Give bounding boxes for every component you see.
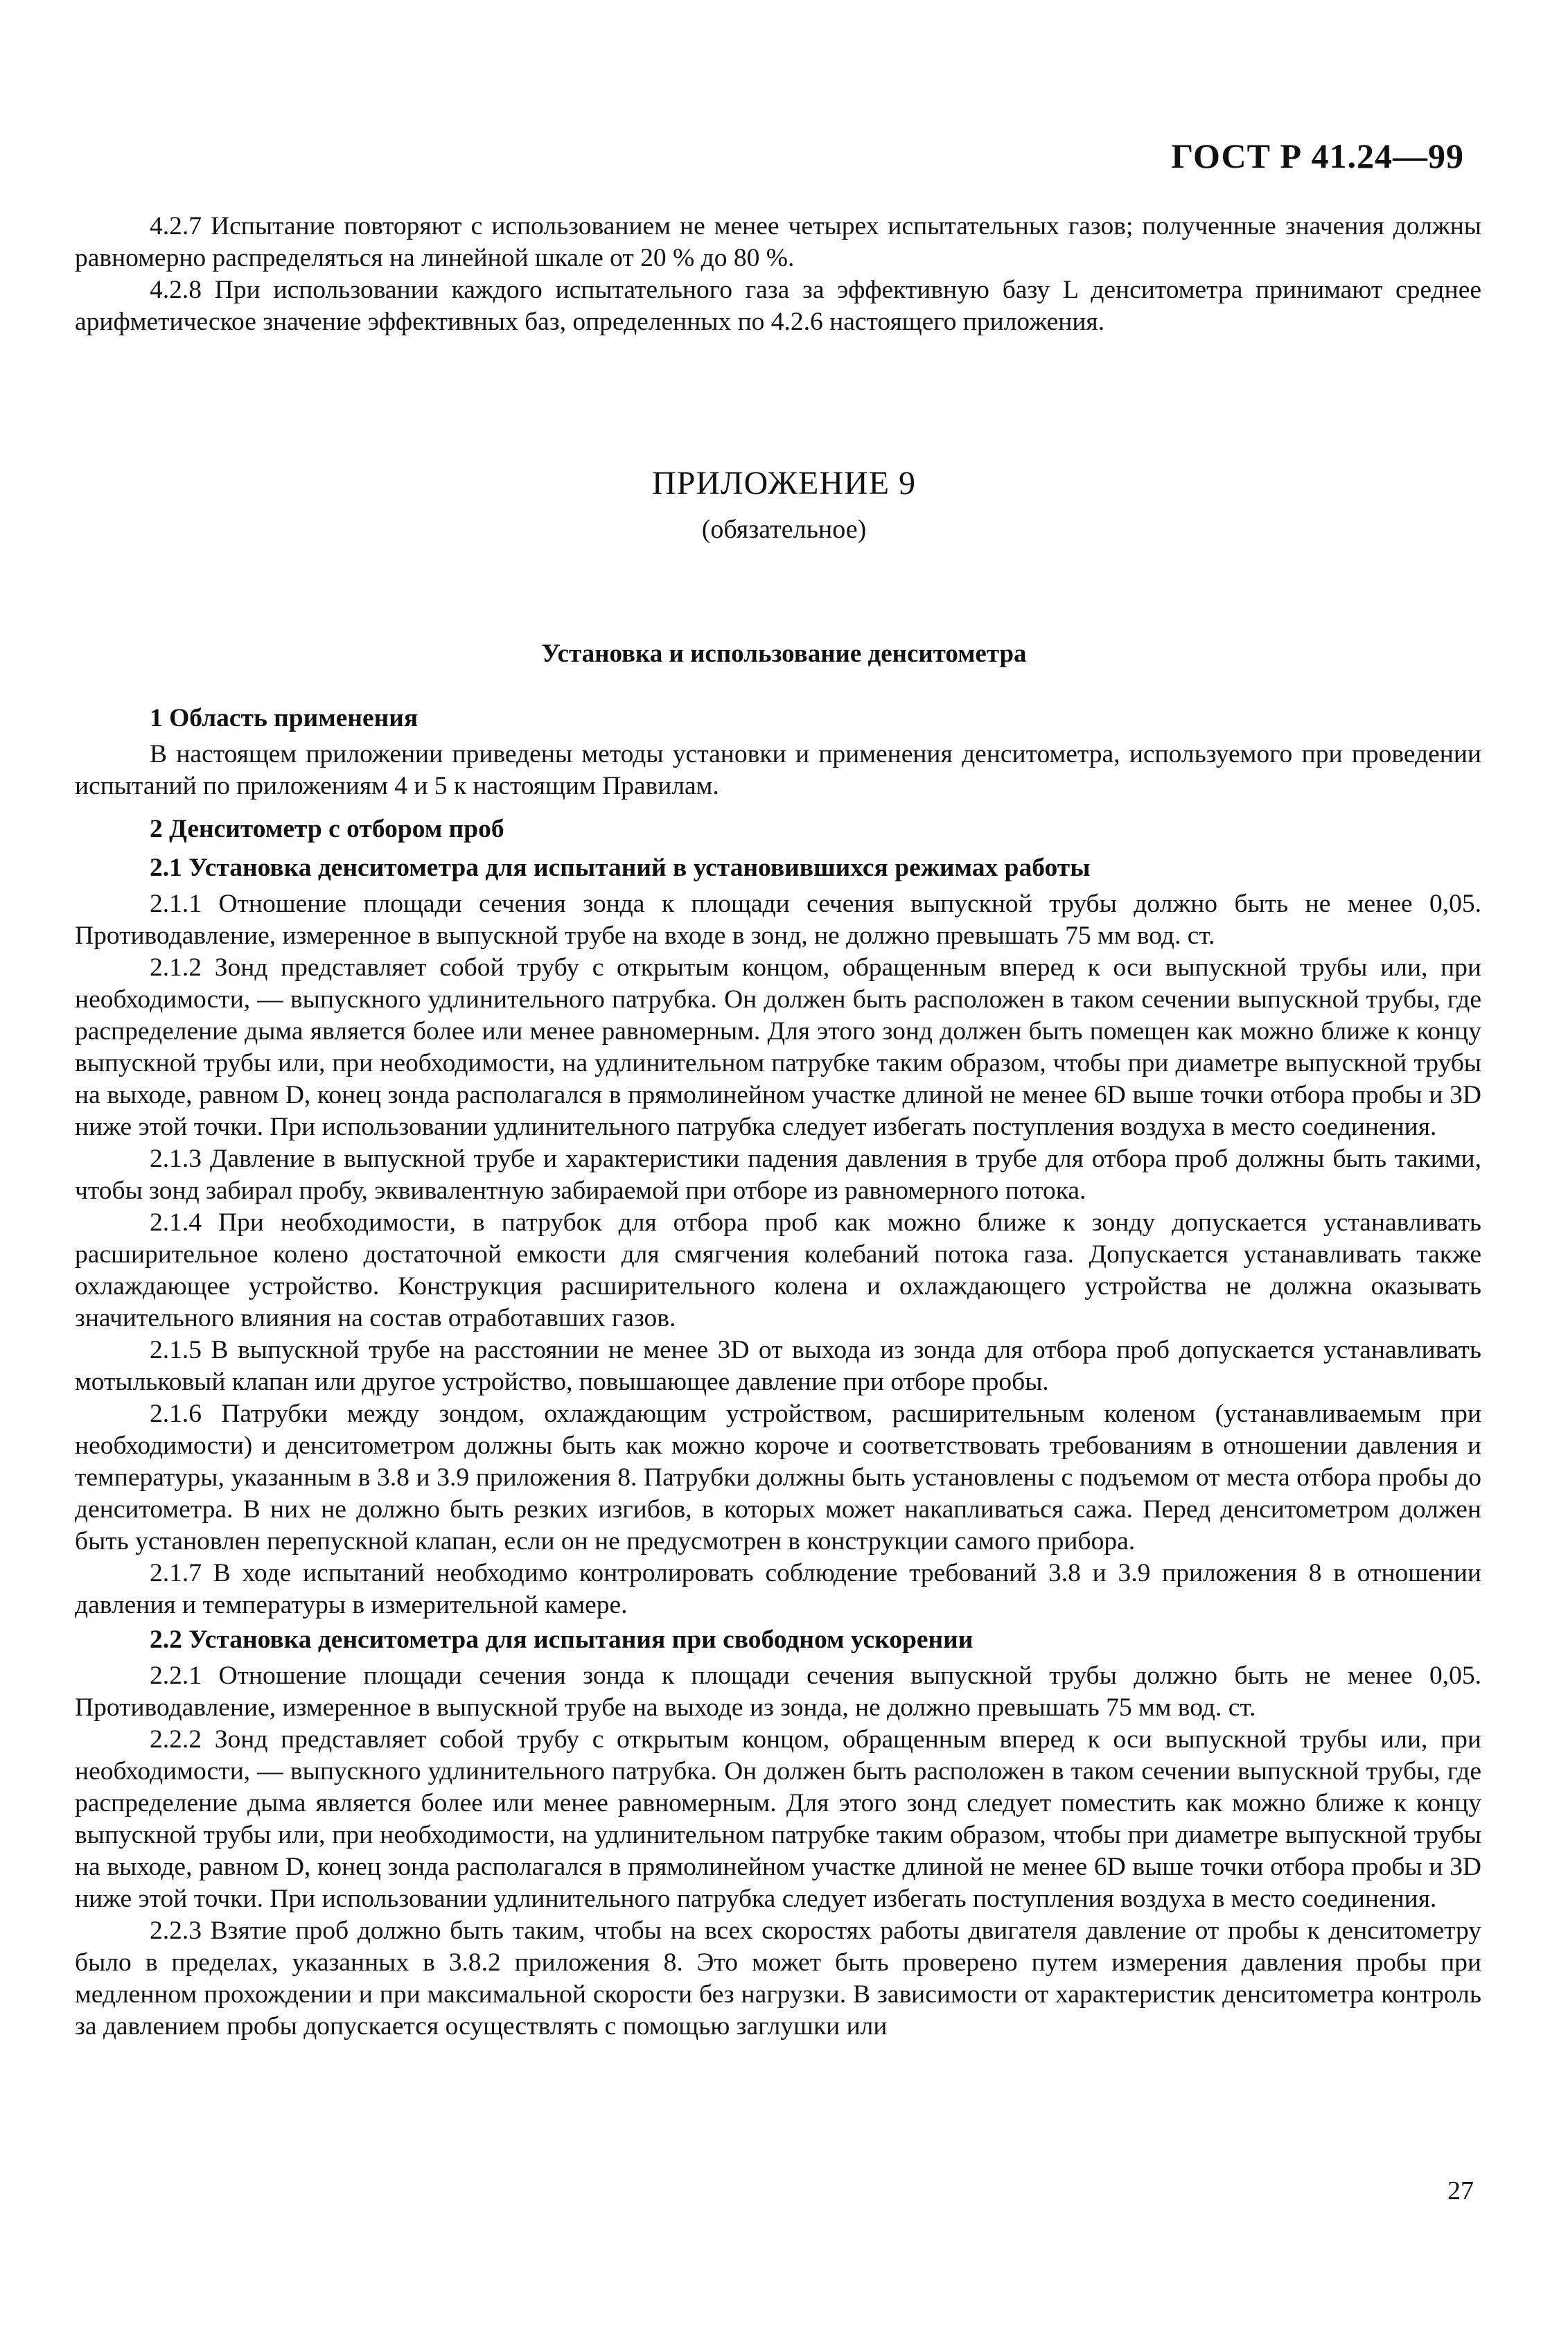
paragraph-2-2-1: 2.2.1 Отношение площади сечения зонда к площади сечения выпускной трубы должно быть не менее 0,05. Противодавление, измеренное в выпускной трубе на выходе из зонда, не должно превышать 75 мм вод. ст. <box>75 1662 1481 1722</box>
paragraph-4-2-7: 4.2.7 Испытание повторяют с использованием не менее четырех испытательных газов; полученные значения должны равномерно распределяться на линейной шкале от 20 % до 80 %. <box>75 212 1481 272</box>
main-body <box>75 696 1481 2043</box>
intro-block <box>75 211 1481 338</box>
standard-header: ГОСТ Р 41.24—99 <box>1171 136 1464 175</box>
page-number: 27 <box>1447 2176 1474 2205</box>
subsection-2-1-heading: 2.1 Установка денситометра для испытаний в установившихся режимах работы <box>150 854 1091 882</box>
appendix-subtitle: (обязательное) <box>701 515 867 544</box>
paragraph-2-1-5: 2.1.5 В выпускной трубе на расстоянии не менее 3D от выхода из зонда для отбора проб допускается устанавливать мотыльковый клапан или другое устройство, повышающее давление при отборе пробы. <box>75 1336 1481 1396</box>
section-1-heading: 1 Область применения <box>150 704 419 732</box>
paragraph-2-1-2: 2.1.2 Зонд представляет собой трубу с открытым концом, обращенным вперед к оси выпускной трубы или, при необходимости, — выпускного удлинительного патрубка. Он должен быть расположен в таком сечении выпускной трубы, где распределение дыма является более или менее равномерным. Для этого зонд должен быть помещен как можно ближе к концу выпускной трубы или, при необходимости, на удлинительном патрубке таким образом, чтобы при диаметре выпускной трубы на выходе, равном D, конец зонда располагался в прямолинейном участке длиной не менее 6D выше точки отбора пробы и 3D ниже этой точки. При использовании удлинительного патрубка следует избегать поступления воздуха в место соединения. <box>75 953 1481 1141</box>
paragraph-2-1-3: 2.1.3 Давление в выпускной трубе и характеристики падения давления в трубе для отбора проб должны быть такими, чтобы зонд забирал пробу, эквивалентную забираемой при отборе из равномерного потока. <box>75 1145 1481 1205</box>
paragraph-2-1-7: 2.1.7 В ходе испытаний необходимо контролировать соблюдение требований 3.8 и 3.9 приложения 8 в отношении давления и температуры в измерительной камере. <box>75 1559 1481 1619</box>
section-1-text: В настоящем приложении приведены методы установки и применения денситометра, используемого при проведении испытаний по приложениям 4 и 5 к настоящим Правилам. <box>75 740 1481 800</box>
paragraph-4-2-8: 4.2.8 При использовании каждого испытательного газа за эффективную базу L денситометра принимают среднее арифметическое значение эффективных баз, определенных по 4.2.6 настоящего приложения. <box>75 276 1481 336</box>
paragraph-2-2-3: 2.2.3 Взятие проб должно быть таким, чтобы на всех скоростях работы двигателя давление от пробы к денситометру было в пределах, указанных в 3.8.2 приложения 8. Это может быть проверено путем измерения давления пробы при медленном прохождении и при максимальной скорости без нагрузки. В зависимости от характеристик денситометра контроль за давлением пробы допускается осуществлять с помощью заглушки или <box>75 1917 1481 2041</box>
paragraph-2-2-2: 2.2.2 Зонд представляет собой трубу с открытым концом, обращенным вперед к оси выпускной трубы или, при необходимости, — выпускного удлинительного патрубка. Он должен быть расположен в таком сечении выпускной трубы, где распределение дыма является более или менее равномерным. Для этого зонд следует поместить как можно ближе к концу выпускной трубы или, при необходимости, на удлинительном патрубке таким образом, чтобы при диаметре выпускной трубы на выходе, равном D, конец зонда располагался в прямолинейном участке длиной не менее 6D выше точки отбора пробы и 3D ниже этой точки. При использовании удлинительного патрубка следует избегать поступления воздуха в место соединения. <box>75 1725 1481 1913</box>
appendix-doc-title: Установка и использование денситометра <box>541 640 1027 668</box>
paragraph-2-1-1: 2.1.1 Отношение площади сечения зонда к площади сечения выпускной трубы должно быть не менее 0,05. Противодавление, измеренное в выпускной трубе на входе в зонд, не должно превышать 75 мм вод. ст. <box>75 890 1481 950</box>
paragraph-2-1-4: 2.1.4 При необходимости, в патрубок для отбора проб как можно ближе к зонду допускается устанавливать расширительное колено достаточной емкости для смягчения колебаний потока газа. Допускается устанавливать также охлаждающее устройство. Конструкция расширительного колена и охлаждающего устройства не должна оказывать значительного влияния на состав отработавших газов. <box>75 1208 1481 1332</box>
paragraph-2-1-6: 2.1.6 Патрубки между зондом, охлаждающим устройством, расширительным коленом (устанавливаемым при необходимости) и денситометром должны быть как можно короче и соответствовать требованиям в отношении давления и температуры, указанным в 3.8 и 3.9 приложения 8. Патрубки должны быть установлены с подъемом от места отбора пробы до денситометра. В них не должно быть резких изгибов, в которых может накапливаться сажа. Перед денситометром должен быть установлен перепускной клапан, если он не предусмотрен в конструкции самого прибора. <box>75 1400 1481 1556</box>
subsection-2-2-heading: 2.2 Установка денситометра для испытания при свободном ускорении <box>150 1625 974 1654</box>
section-2-heading: 2 Денситометр с отбором проб <box>150 815 504 843</box>
appendix-title: ПРИЛОЖЕНИЕ 9 <box>651 465 917 502</box>
